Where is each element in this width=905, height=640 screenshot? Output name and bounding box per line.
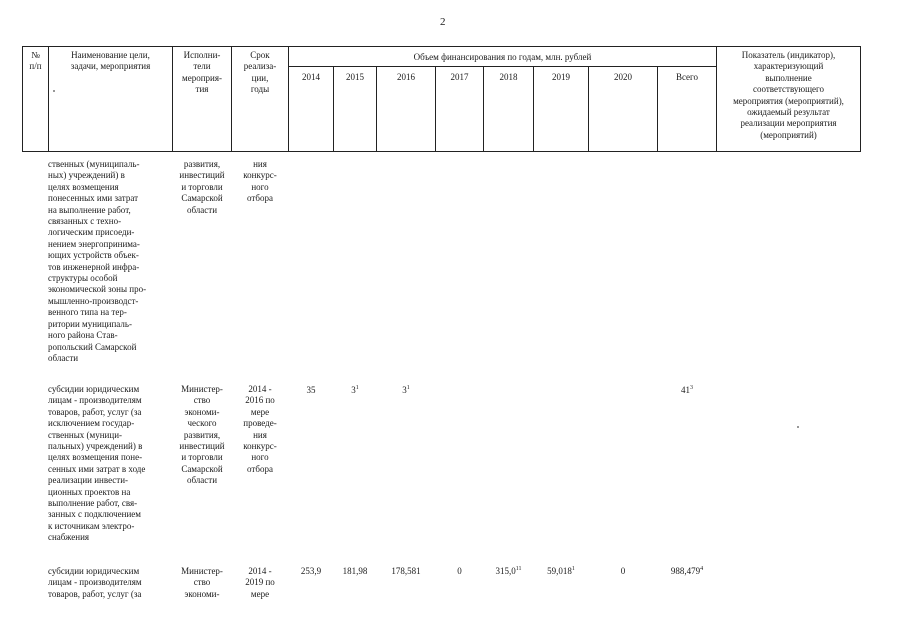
row-name: ственных (муниципаль- ных) учреждений) в целях возмещения понесенных ими затрат на выполнение работ, связанных с техно- логическим присоеди- нением энергопринима- ющих устройств объек- тов инженерной инфра- структуры особой экономической зоны про- мышленно-производст- венного типа на тер- ритории муниципаль- ного района Став- ропольский Самарской области [48, 159, 147, 363]
value-2018: 315,0$^{11}$ [495, 566, 522, 576]
row-name: субсидии юридическим лицам - производителям товаров, работ, услуг (за [48, 566, 142, 599]
row-term: ния конкурс- ного отбора [243, 159, 277, 204]
scan-speck [53, 90, 55, 92]
header-year-2016: 2016 [397, 72, 415, 82]
header-year-2018: 2018 [499, 72, 518, 82]
value-2020: 0 [620, 566, 626, 576]
value-2017: 0 [457, 566, 462, 576]
value-total: 988,479$^4$ [670, 566, 704, 576]
value-2019: 59,018$^1$ [547, 566, 575, 576]
row-executor: Министер- ство экономи- ческого развития, инвестиций и торговли Самарской области [179, 384, 225, 486]
header-indicator: Показатель (индикатор), характеризующий выполнение соответствующего мероприятия (мероприятий), ожидаемый результат реализации мероприятия (мероприятий) [733, 50, 844, 140]
header-financing: Объем финансирования по годам, млн. рублей [413, 52, 592, 62]
scan-speck [797, 426, 799, 428]
value-2014: 35 [306, 385, 316, 395]
value-2016: $3^1$ [402, 385, 410, 395]
footnote-mark: 1 [571, 566, 575, 572]
page-number: 2 [440, 16, 446, 28]
footnote-mark: 1 [355, 385, 359, 391]
footnote-mark: 11 [515, 566, 522, 572]
value-2014: 253,9 [300, 566, 322, 576]
header-executors: Исполни- тели мероприя- тия [182, 50, 222, 95]
row-executor: Министер- ство экономи- [181, 566, 223, 599]
header-num: № п/п [29, 50, 42, 72]
footnote-mark: 1 [406, 385, 410, 391]
header-year-2015: 2015 [346, 72, 364, 82]
header-year-2017: 2017 [450, 72, 469, 82]
header-year-total: Всего [675, 72, 699, 82]
row-term: 2014 - 2019 по мере [245, 566, 275, 599]
footnote-mark: 3 [690, 385, 693, 391]
value-2015: 181,98 [342, 566, 368, 576]
row-name: субсидии юридическим лицам - производителям товаров, работ, услуг (за исключением государ- ственных (муници- пальных) учреждений) в целях возмещения поне- сенных ими затрат в ходе реализации инвести- ционных проектов на выполнение работ, свя- занных с подключением к источникам электро- снабжения [48, 384, 146, 543]
header-year-2019: 2019 [552, 72, 570, 82]
value-2015: $3^1$ [351, 385, 359, 395]
header-year-2020: 2020 [614, 72, 632, 82]
row-executor: развития, инвестиций и торговли Самарской области [179, 159, 225, 215]
value-total: $41^3$ [681, 385, 693, 395]
row-term: 2014 - 2016 по мере проведе- ния конкурс- ного отбора [243, 384, 277, 474]
footnote-mark: 4 [700, 566, 704, 572]
header-year-2014: 2014 [302, 72, 320, 82]
header-term: Срок реализа- ции, годы [243, 50, 277, 95]
header-name: Наименование цели, задачи, мероприятия [70, 50, 151, 72]
value-2016: 178,581 [391, 566, 421, 576]
